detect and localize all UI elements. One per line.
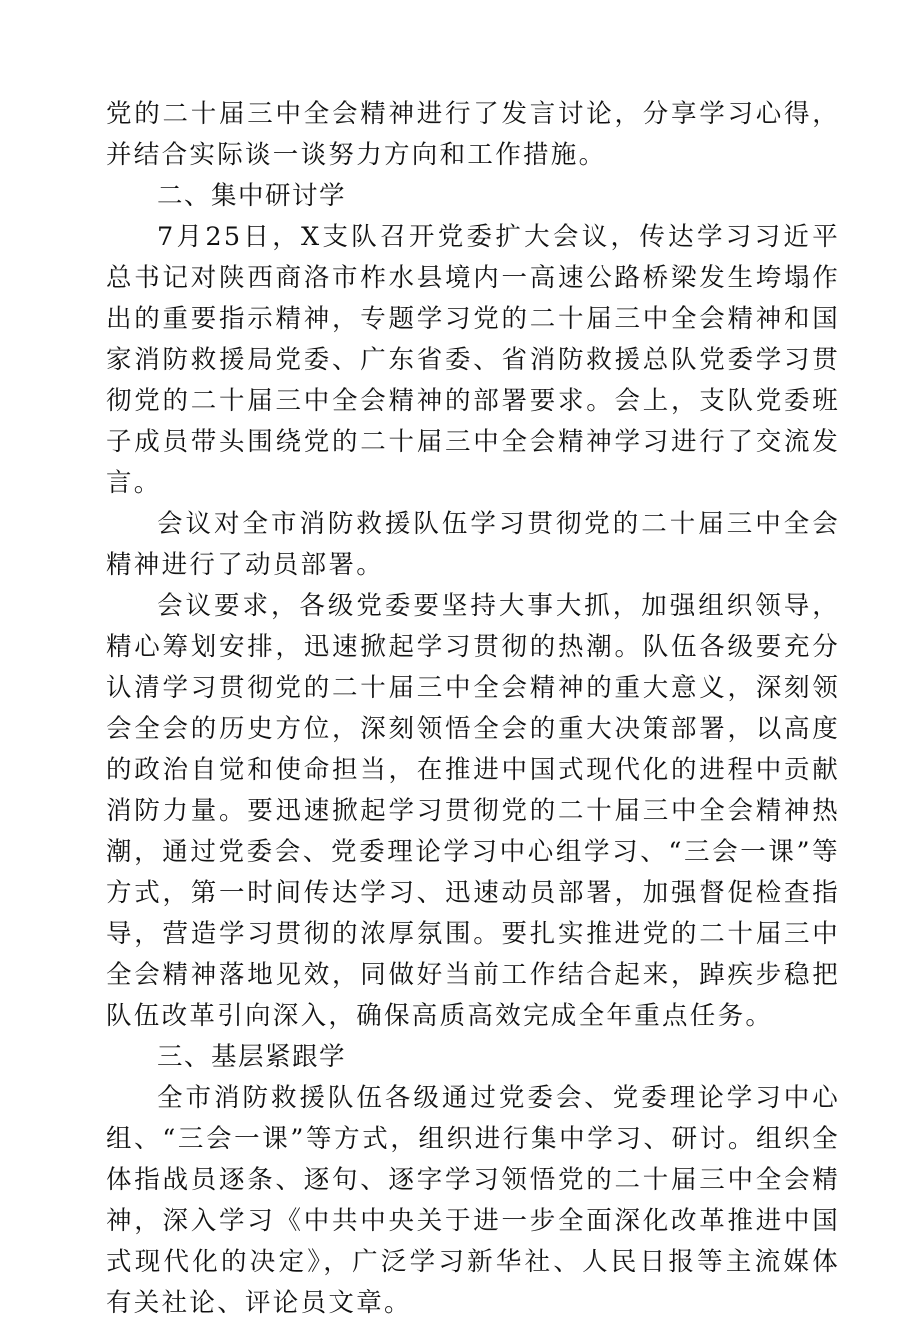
paragraph-meeting: 7月25日，X支队召开党委扩大会议，传达学习习近平总书记对陕西商洛市柞水县境内一高速公路桥梁发生垮塌作出的重要指示精神，专题学习党的二十届三中全会精神和国家消防救援局党委、广东省委、省消防救援总队党委学习贯彻党的二十届三中全会精神的部署要求。会上，支队党委班子成员带头围绕党的二十届三中全会精神学习进行了交流发言。 bbox=[106, 222, 840, 498]
section-heading-3: 三、基层紧跟学 bbox=[157, 1042, 347, 1072]
paragraph-requirements: 会议要求，各级党委要坚持大事大抓，加强组织领导，精心筹划安排，迅速掀起学习贯彻的热潮。队伍各级要充分认清学习贯彻党的二十届三中全会精神的重大意义，深刻领会全会的历史方位，深刻领悟全会的重大决策部署，以高度的政治自觉和使命担当，在推进中国式现代化的进程中贡献消防力量。要迅速掀起学习贯彻党的二十届三中全会精神热潮，通过党委会、党委理论学习中心组学习、“三会一课”等方式，第一时间传达学习、迅速动员部署，加强督促检查指导，营造学习贯彻的浓厚氛围。要扎实推进党的二十届三中全会精神落地见效，同做好当前工作结合起来，踔疾步稳把队伍改革引向深入，确保高质高效完成全年重点任务。 bbox=[106, 591, 840, 1031]
paragraph-grassroots: 全市消防救援队伍各级通过党委会、党委理论学习中心组、“三会一课”等方式，组织进行集中学习、研讨。组织全体指战员逐条、逐句、逐字学习领悟党的二十届三中全会精神，深入学习《中共中央关于进一步全面深化改革推进中国式现代化的决定》，广泛学习新华社、人民日报等主流媒体有关社论、评论员文章。 bbox=[106, 1083, 840, 1318]
paragraph-continued: 党的二十届三中全会精神进行了发言讨论，分享学习心得，并结合实际谈一谈努力方向和工作措施。 bbox=[106, 99, 840, 170]
paragraph-mobilization: 会议对全市消防救援队伍学习贯彻党的二十届三中全会精神进行了动员部署。 bbox=[106, 509, 840, 580]
section-heading-2: 二、集中研讨学 bbox=[157, 181, 347, 211]
